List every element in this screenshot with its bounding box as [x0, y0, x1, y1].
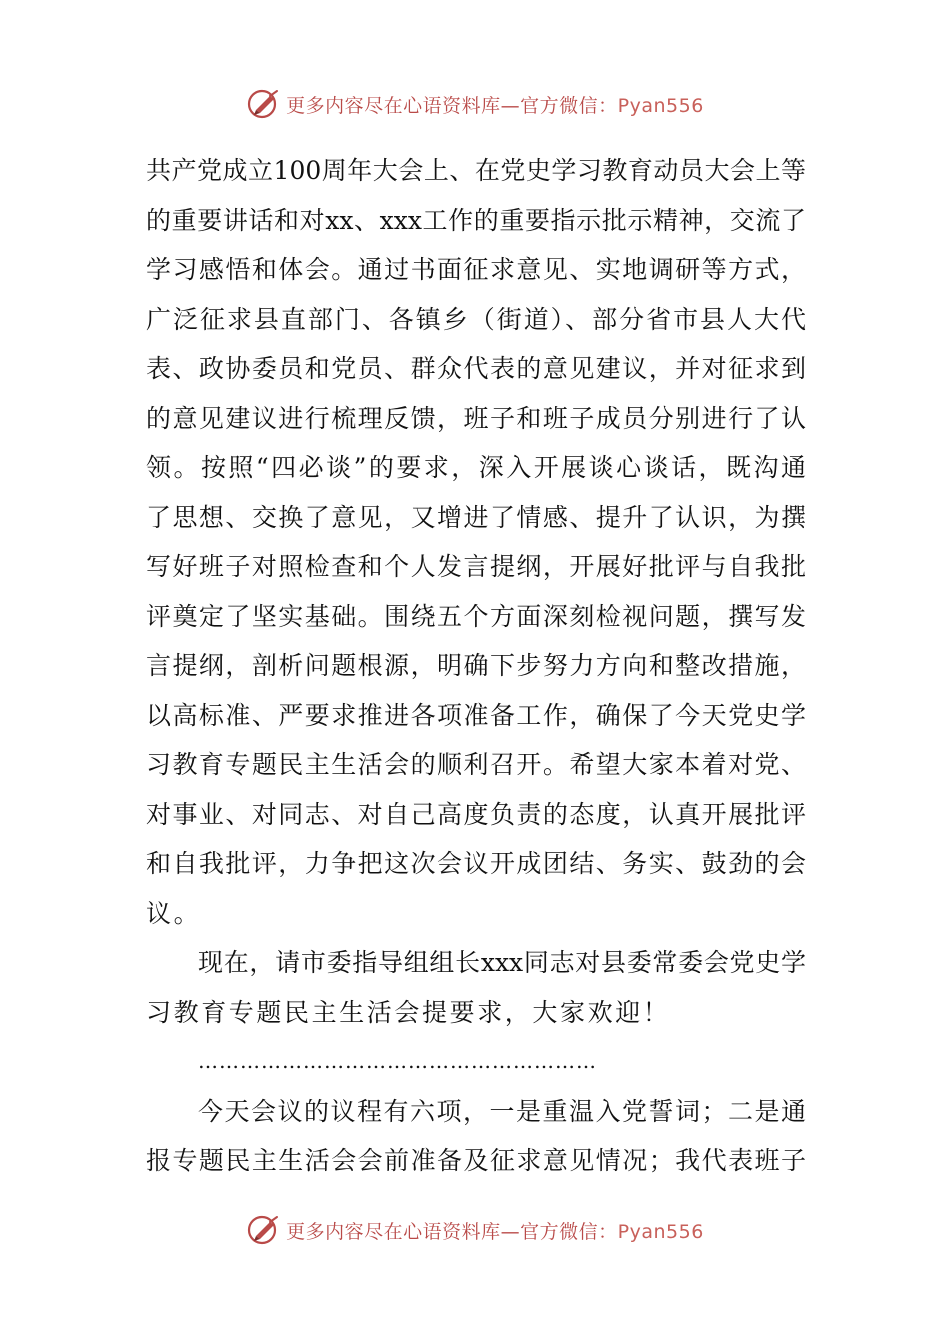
text-line: 报专题民主生活会会前准备及征求意见情况；我代表班子	[146, 1146, 806, 1175]
document-body	[146, 146, 806, 1186]
text-line: 共产党成立100周年大会上、在党史学习教育动员大会上等	[146, 156, 806, 185]
text-line: 了思想、交换了意见，又增进了情感、提升了认识，为撰	[146, 502, 806, 532]
text-line: 对事业、对同志、对自己高度负责的态度，认真开展批评	[146, 799, 806, 829]
text-line: 今天会议的议程有六项，一是重温入党誓词；二是通	[198, 1096, 806, 1126]
banner-text	[286, 1217, 704, 1244]
text-line: 学习感悟和体会。通过书面征求意见、实地调研等方式，	[146, 255, 806, 284]
banner-slogan: 更多内容尽在心语资料库—官方微信：	[286, 94, 618, 117]
footer-banner	[0, 1210, 950, 1250]
separator-dots: …………………………………………………	[198, 1049, 597, 1073]
text-line: 议。	[146, 898, 202, 928]
pen-logo-icon	[246, 86, 282, 122]
text-line: 表、政协委员和党员、群众代表的意见建议，并对征求到	[146, 354, 806, 383]
text-line: 习教育专题民主生活会的顺利召开。希望大家本着对党、	[146, 750, 806, 779]
banner-wechat-id: Pyan556	[617, 1220, 704, 1243]
text-line: 习教育专题民主生活会提要求，大家欢迎！	[146, 997, 671, 1027]
text-line: 现在，请市委指导组组长xxx同志对县委常委会党史学	[198, 948, 806, 977]
text-line: 言提纲，剖析问题根源，明确下步努力方向和整改措施，	[146, 651, 806, 680]
text-line: 评奠定了坚实基础。围绕五个方面深刻检视问题，撰写发	[146, 601, 806, 631]
text-line: 领。按照“四必谈”的要求，深入开展谈心谈话，既沟通	[146, 453, 806, 482]
pen-logo-icon	[246, 1212, 282, 1248]
header-banner	[0, 84, 950, 124]
banner-slogan: 更多内容尽在心语资料库—官方微信：	[286, 1220, 618, 1243]
text-line: 的意见建议进行梳理反馈，班子和班子成员分别进行了认	[146, 403, 806, 433]
text-line: 写好班子对照检查和个人发言提纲，开展好批评与自我批	[146, 552, 806, 581]
text-line: 的重要讲话和对xx、xxx工作的重要指示批示精神，交流了	[146, 205, 806, 235]
banner-wechat-id: Pyan556	[617, 94, 704, 117]
text-line: 和自我批评，力争把这次会议开成团结、务实、鼓劲的会	[146, 849, 806, 878]
banner-text	[286, 91, 704, 118]
text-line: 广泛征求县直部门、各镇乡（街道）、部分省市县人大代	[146, 304, 806, 334]
text-line: 以高标准、严要求推进各项准备工作，确保了今天党史学	[146, 700, 806, 730]
